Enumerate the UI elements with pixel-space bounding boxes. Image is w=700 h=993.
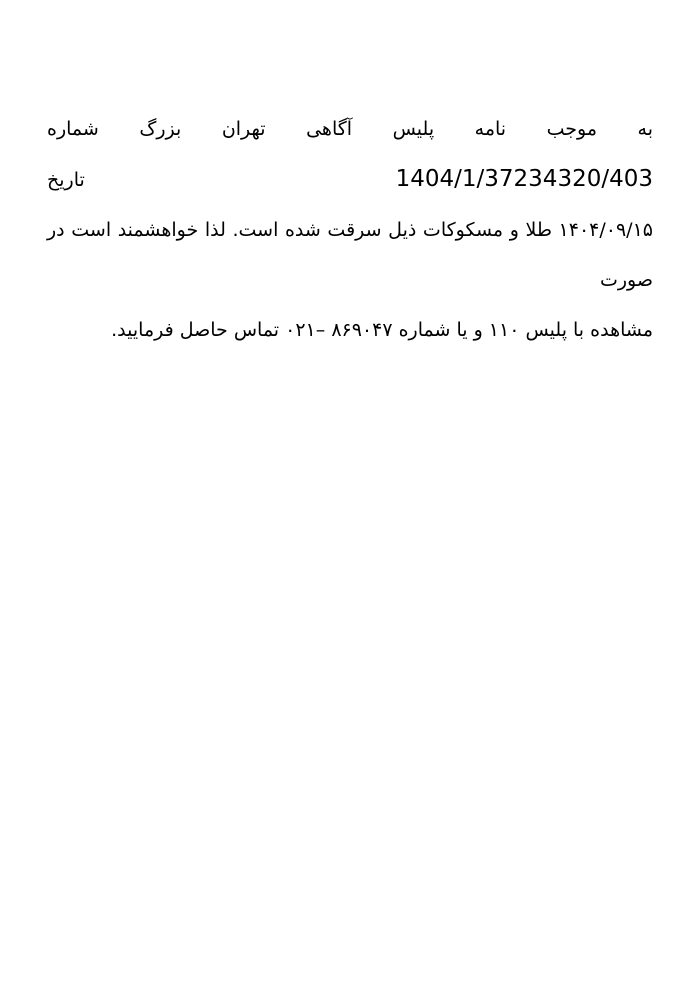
notice-line-1-text-before-number: به موجب نامه پلیس آگاهی تهران بزرگ شماره bbox=[47, 118, 653, 140]
notice-line-2: ۱۴۰۴/۰۹/۱۵ طلا و مسکوکات ذیل سرقت شده است. لذا خواهشمند است در صورت bbox=[47, 219, 653, 291]
notice-line-1 bbox=[47, 104, 653, 205]
police-notice-paragraph bbox=[0, 0, 700, 355]
notice-line-1-text-after-number: تاریخ bbox=[47, 169, 396, 191]
notice-line-3: مشاهده با پلیس ۱۱۰ و یا شماره ۸۶۹۰۴۷ –۰۲۱ تماس حاصل فرمایید. bbox=[111, 319, 653, 341]
reference-number: 1404/1/37234320/403 bbox=[395, 166, 653, 192]
